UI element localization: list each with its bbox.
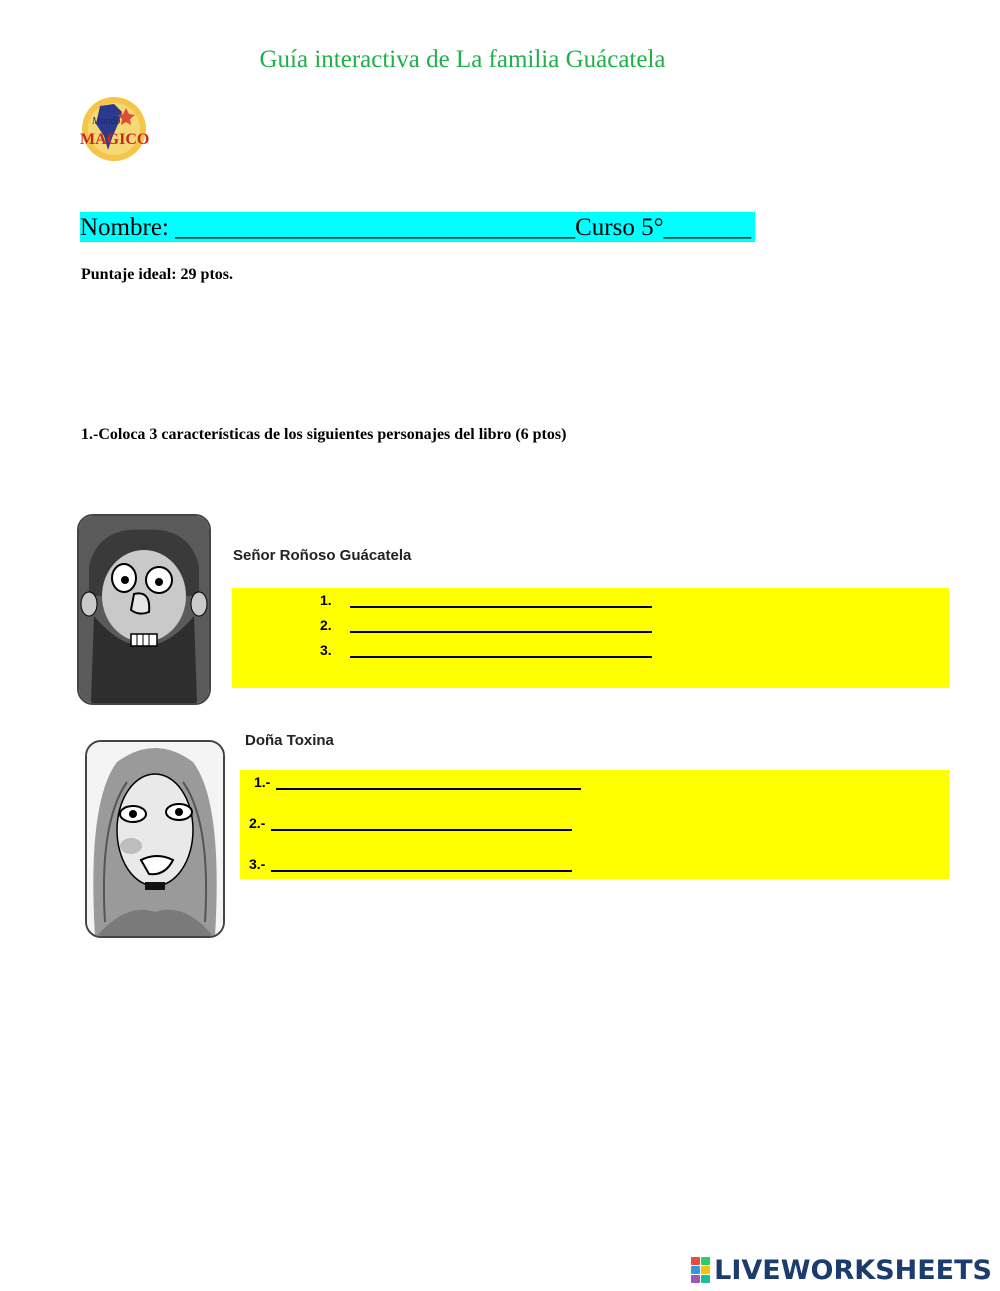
course-field[interactable]: _______ [663,214,752,241]
answer-line[interactable] [271,815,572,831]
answer-line[interactable] [350,642,652,658]
answer-row [320,642,654,662]
list-number: 3. [320,642,332,658]
answer-row [320,617,654,637]
list-number: 1.- [254,774,271,790]
answer-line[interactable] [350,592,652,608]
answer-row [254,774,574,794]
course-label: Curso 5° [575,214,664,241]
page-title: Guía interactiva de La familia Guácatela [259,46,666,73]
student-info-band [80,212,755,242]
ideal-score: Puntaje ideal: 29 ptos. [81,266,233,283]
character-2-name: Doña Toxina [245,732,334,749]
answer-row [249,815,569,835]
liveworksheets-logo [691,1254,992,1286]
list-number: 3.- [249,856,266,872]
brand-text: LIVEWORKSHEETS [714,1254,992,1286]
character-1-answer-area [232,588,949,688]
lw-blocks-icon [691,1257,710,1283]
logo-text-bottom: MAGICO [80,131,150,148]
answer-line[interactable] [350,617,652,633]
question-1: 1.-Coloca 3 características de los siguientes personajes del libro (6 ptos) [81,426,567,443]
answer-row [320,592,654,612]
mundo-magico-logo [78,94,152,164]
list-number: 2. [320,617,332,633]
list-number: 1. [320,592,332,608]
name-field[interactable]: ________________________________ [175,214,576,241]
answer-line[interactable] [276,774,581,790]
answer-row [249,856,569,876]
name-label: Nombre: [80,214,176,241]
character-2-answer-area [240,770,949,879]
answer-line[interactable] [271,856,572,872]
dona-toxina-portrait [85,740,225,938]
character-1-name: Señor Roñoso Guácatela [233,547,412,564]
senor-ronoso-portrait [77,514,211,705]
list-number: 2.- [249,815,266,831]
logo-text-top: Mundo [92,116,121,127]
